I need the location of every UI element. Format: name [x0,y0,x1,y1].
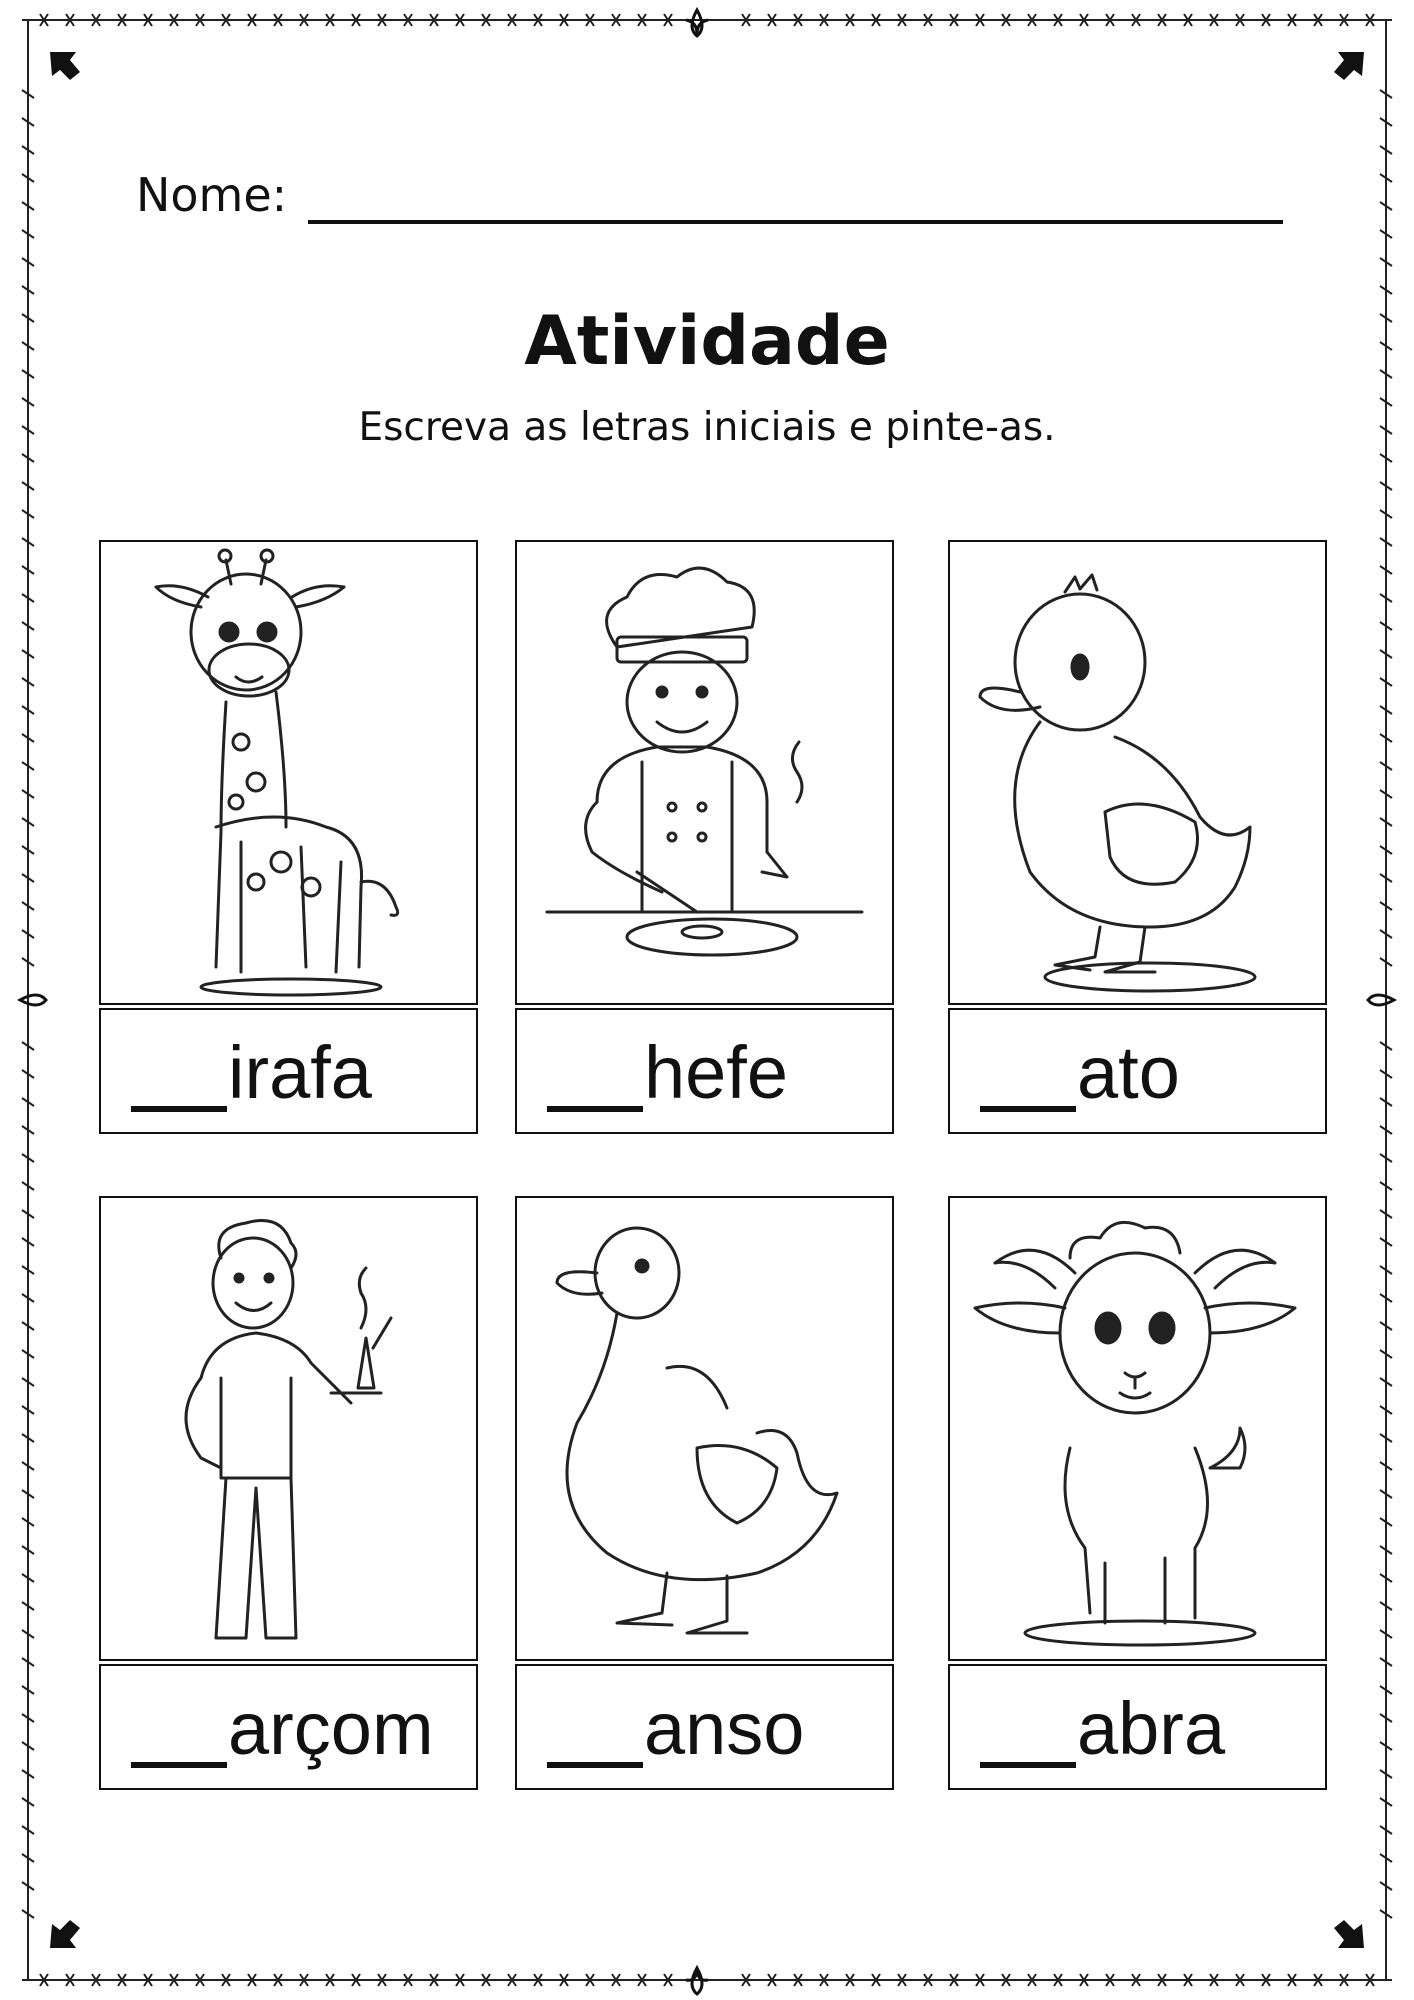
word-fragment: anso [644,1687,805,1770]
word-fragment: ato [1077,1031,1180,1114]
name-label: Nome: [136,168,288,222]
corner-heart-icon [1334,52,1364,80]
word-fragment: hefe [644,1031,789,1114]
waiter-icon [101,1198,476,1659]
word-fragment: irafa [228,1031,372,1114]
word-label-box [948,1664,1327,1790]
word-label-box [515,1008,894,1134]
blank-line[interactable] [131,1762,227,1768]
word-label-box [515,1664,894,1790]
blank-line[interactable] [980,1762,1076,1768]
giraffe-icon [101,542,476,1003]
picture-frame [515,1196,894,1661]
picture-frame [515,540,894,1005]
picture-frame [948,540,1327,1005]
picture-frame [99,540,478,1005]
picture-frame [99,1196,478,1661]
corner-heart-icon [1334,1920,1364,1948]
page-title: Atividade [524,302,890,381]
blank-line[interactable] [980,1106,1076,1112]
blank-line[interactable] [547,1106,643,1112]
name-row [136,168,1286,228]
word-fragment: abra [1077,1687,1226,1770]
chef-icon [517,542,892,1003]
blank-line[interactable] [547,1762,643,1768]
blank-line[interactable] [131,1106,227,1112]
word-fragment: arçom [228,1687,434,1770]
goat-icon [950,1198,1325,1659]
word-label-box [99,1008,478,1134]
duckling-icon [950,542,1325,1003]
name-input-line[interactable] [308,220,1283,224]
goose-icon [517,1198,892,1659]
picture-frame [948,1196,1327,1661]
corner-heart-icon [50,52,80,80]
word-label-box [948,1008,1327,1134]
word-label-box [99,1664,478,1790]
corner-heart-icon [50,1920,80,1948]
instruction-text: Escreva as letras iniciais e pinte-as. [358,405,1056,450]
